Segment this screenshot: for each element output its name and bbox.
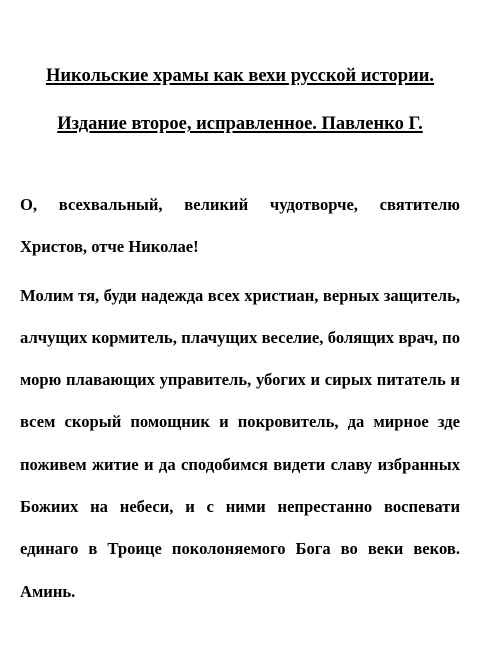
prayer-body-paragraph: Молим тя, буди надежда всех христиан, верных защитель, алчущих кормитель, плачущих веселие, болящих врач, по морю плавающих управитель, убогих и сирых питатель и всем скорый помощник и покровитель, да мирное зде поживем житие и да сподобимся видети славу избранных Божиих на небеси, и с ними непрестанно воспевати единаго в Троице поколоняемого Бога во веки веков. Аминь. <box>20 285 460 601</box>
document-title-line-2: Издание второе, исправленное. Павленко Г. <box>57 114 423 134</box>
document-title-line-1: Никольские храмы как вехи русской истории. <box>45 66 435 86</box>
prayer-invocation-paragraph: О, всехвальный, великий чудотворче, святителю Христов, отче Николае! <box>20 194 460 256</box>
